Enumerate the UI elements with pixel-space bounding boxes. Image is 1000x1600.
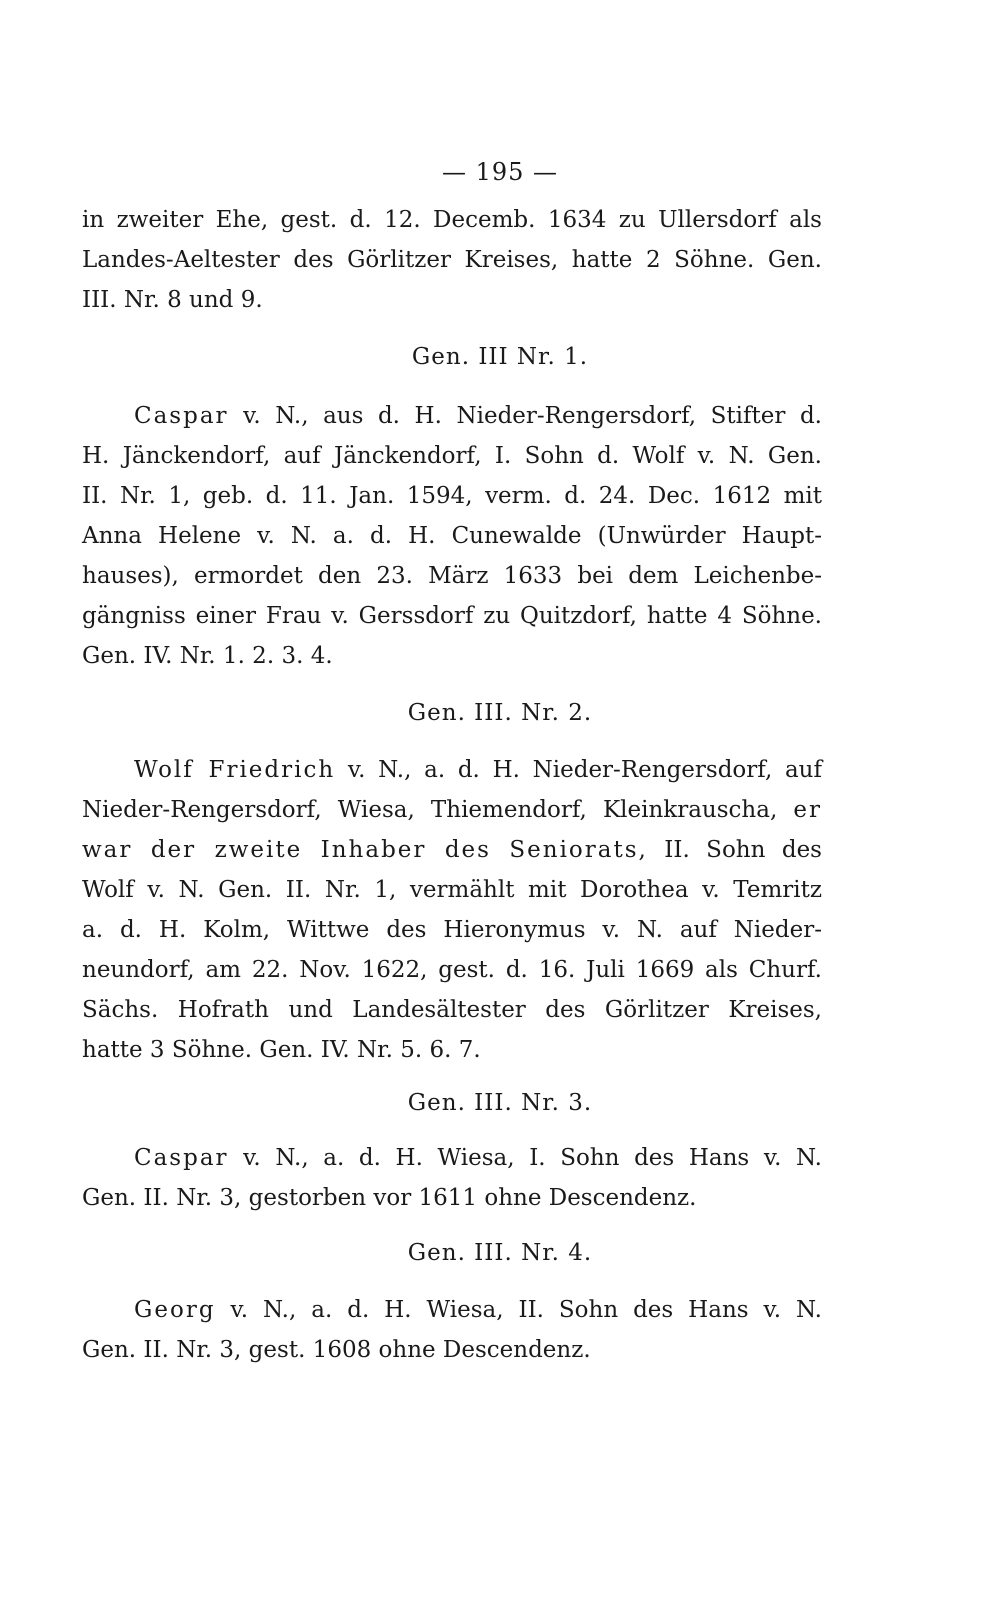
text-line: hatte 3 Söhne. Gen. IV. Nr. 5. 6. 7. <box>82 1037 481 1063</box>
text-line: III. Nr. 8 und 9. <box>82 287 263 313</box>
text-line: Gen. IV. Nr. 1. 2. 3. 4. <box>82 643 333 669</box>
text-line: Gen. II. Nr. 3, gest. 1608 ohne Descendenz. <box>82 1337 591 1363</box>
entry-paragraph <box>82 1290 822 1370</box>
text-line: Caspar v. N., aus d. H. Nieder-Rengersdorf, Stifter d. <box>134 403 822 429</box>
text-line: war der zweite Inhaber des Seniorats, II. Sohn des <box>82 837 822 863</box>
text-line: a. d. H. Kolm, Wittwe des Hieronymus v. N. auf Nieder- <box>82 917 822 943</box>
text-line: Wolf v. N. Gen. II. Nr. 1, vermählt mit Dorothea v. Temritz <box>82 877 822 903</box>
entry-paragraph <box>82 396 822 676</box>
text-line: H. Jänckendorf, auf Jänckendorf, I. Sohn d. Wolf v. N. Gen. <box>82 443 822 469</box>
person-name: Wolf Friedrich <box>134 757 336 783</box>
entry-heading: Gen. III. Nr. 3. <box>407 1090 593 1116</box>
person-name: Caspar <box>134 403 229 429</box>
text-line: Anna Helene v. N. a. d. H. Cunewalde (Unwürder Haupt- <box>82 523 822 549</box>
text-line: Georg v. N., a. d. H. Wiesa, II. Sohn des Hans v. N. <box>134 1297 822 1323</box>
text-line: in zweiter Ehe, gest. d. 12. Decemb. 1634 zu Ullersdorf als <box>82 207 822 233</box>
entry-paragraph <box>82 1138 822 1218</box>
text-line: Nieder-Rengersdorf, Wiesa, Thiemendorf, Kleinkrauscha, er <box>82 797 822 823</box>
text-line: Gen. II. Nr. 3, gestorben vor 1611 ohne Descendenz. <box>82 1185 697 1211</box>
text-line: Caspar v. N., a. d. H. Wiesa, I. Sohn des Hans v. N. <box>134 1145 822 1171</box>
text-line: neundorf, am 22. Nov. 1622, gest. d. 16. Juli 1669 als Churf. <box>82 957 822 983</box>
text-line: hauses), ermordet den 23. März 1633 bei dem Leichenbe- <box>82 563 822 589</box>
text-line: gängniss einer Frau v. Gerssdorf zu Quitzdorf, hatte 4 Söhne. <box>82 603 822 629</box>
intro-paragraph <box>82 200 822 320</box>
text-line: Landes-Aeltester des Görlitzer Kreises, hatte 2 Söhne. Gen. <box>82 247 822 273</box>
entry-heading: Gen. III. Nr. 2. <box>407 700 593 726</box>
text-line: II. Nr. 1, geb. d. 11. Jan. 1594, verm. d. 24. Dec. 1612 mit <box>82 483 822 509</box>
entry-paragraph <box>82 750 822 1070</box>
text-line: Wolf Friedrich v. N., a. d. H. Nieder-Rengersdorf, auf <box>134 757 822 783</box>
page-number: — 195 — <box>441 158 559 186</box>
person-name: Georg <box>134 1297 216 1323</box>
entry-heading: Gen. III. Nr. 4. <box>407 1240 593 1266</box>
text-line: Sächs. Hofrath und Landesältester des Görlitzer Kreises, <box>82 997 822 1023</box>
person-name: Caspar <box>134 1145 229 1171</box>
entry-heading: Gen. III Nr. 1. <box>411 344 589 370</box>
